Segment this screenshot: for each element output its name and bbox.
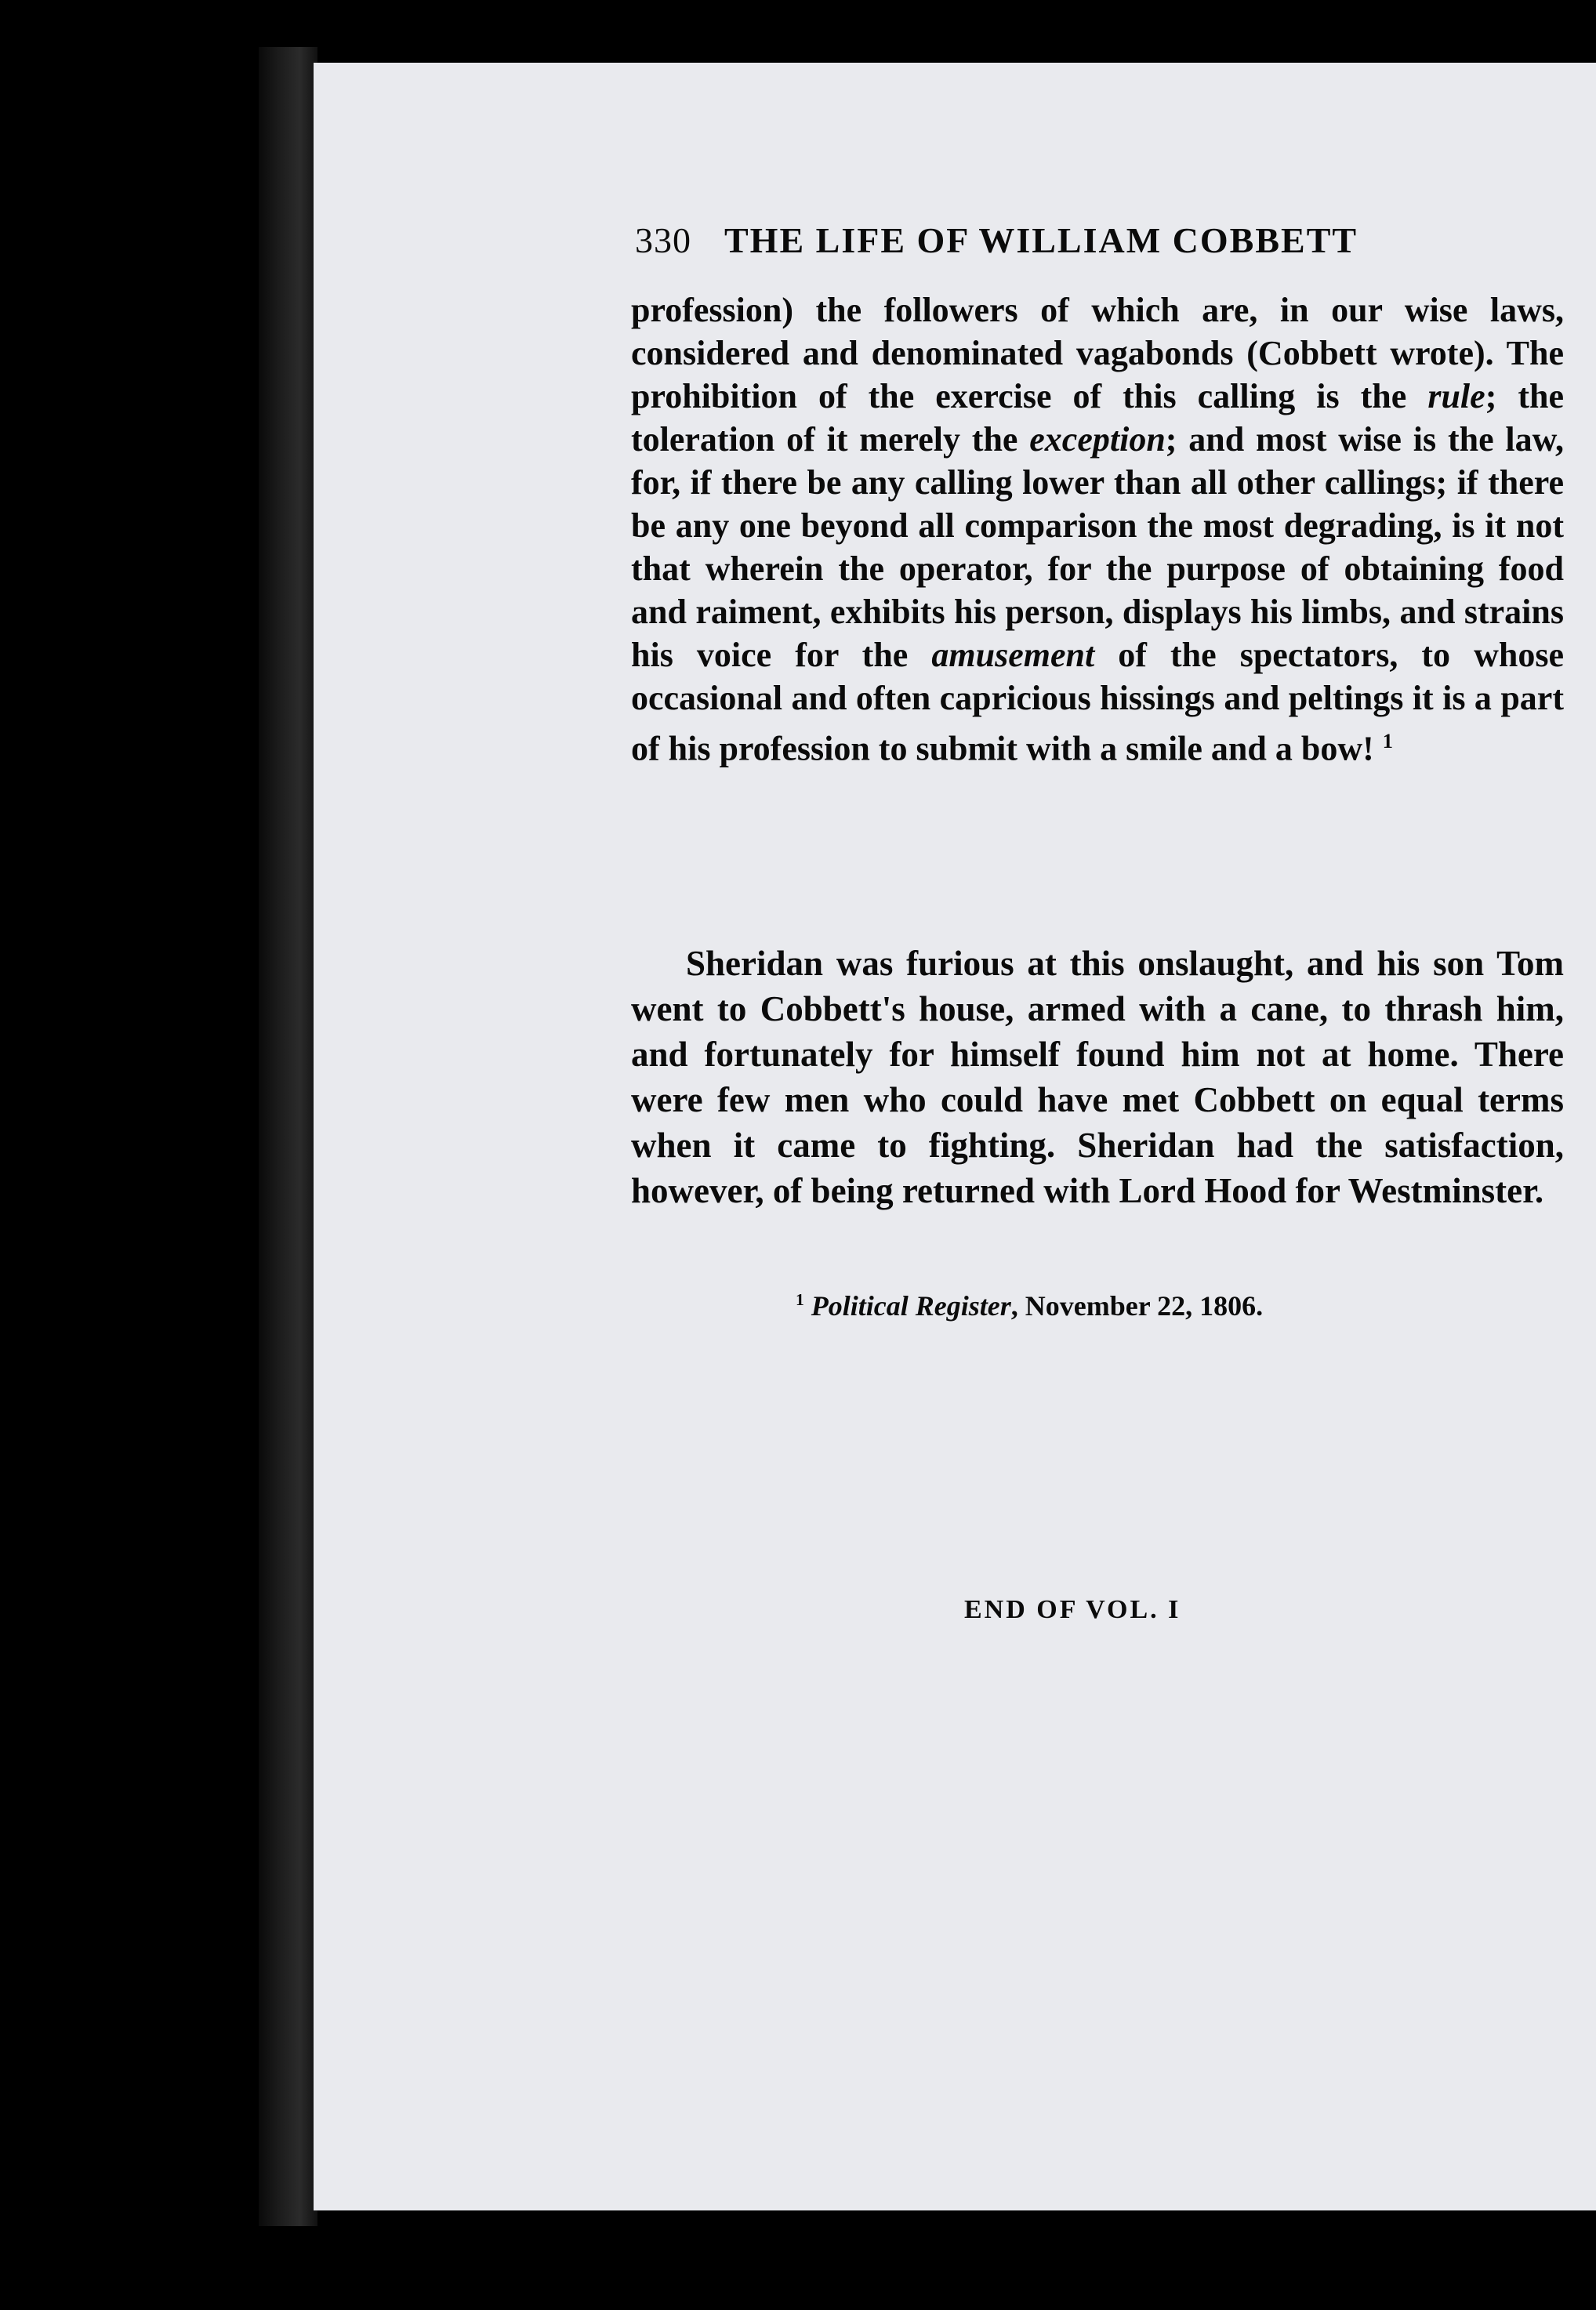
quote-italic-amusement: amusement <box>931 636 1095 674</box>
end-of-volume: END OF VOL. I <box>964 1595 1181 1624</box>
footnote-marker: 1 <box>796 1290 804 1309</box>
running-title: THE LIFE OF WILLIAM COBBETT <box>724 220 1358 260</box>
quote-italic-exception: exception <box>1029 420 1166 459</box>
quote-text-3: ; and most wise is the law, for, if there be any calling lower than all other callings; if there be any one beyond all comparison the most degrading, is it not that wherein the operator, for the purpose of obtaining food and raiment, exhibits his person, displays his limbs, and strains his voice for the <box>631 420 1565 674</box>
page-number: 330 <box>635 220 691 260</box>
footnote-reference: 1 <box>1382 729 1393 752</box>
footnote <box>796 1289 1263 1322</box>
quote-text-1: profession) the followers of which are, in our wise laws, considered and denominated vagabonds (Cobbett wrote). The prohibition of the exercise of this calling is the <box>631 291 1564 415</box>
book-spine-shadow <box>259 47 317 2226</box>
running-header <box>635 219 1358 261</box>
quote-text-4: of the spectators, to whose occasional and often capricious hissings and peltings it is a part of his profession to submit with a smile and a bow! <box>631 636 1564 768</box>
book-page <box>314 63 1596 2210</box>
body-paragraph: Sheridan was furious at this onslaught, and his son Tom went to Cobbett's house, armed with a cane, to thrash him, and fortunately for himself found him not at home. There were few men who could have met Cobbett on equal terms when it came to fighting. Sheridan had the satisfaction, however, of being returned with Lord Hood for Westminster. <box>631 944 1564 1210</box>
quote-text-2: ; the toleration of it merely the <box>631 377 1564 459</box>
quote-italic-rule: rule <box>1427 377 1485 415</box>
footnote-date: , November 22, 1806. <box>1010 1290 1264 1322</box>
footnote-source: Political Register <box>811 1290 1011 1322</box>
quoted-passage <box>631 288 1564 771</box>
